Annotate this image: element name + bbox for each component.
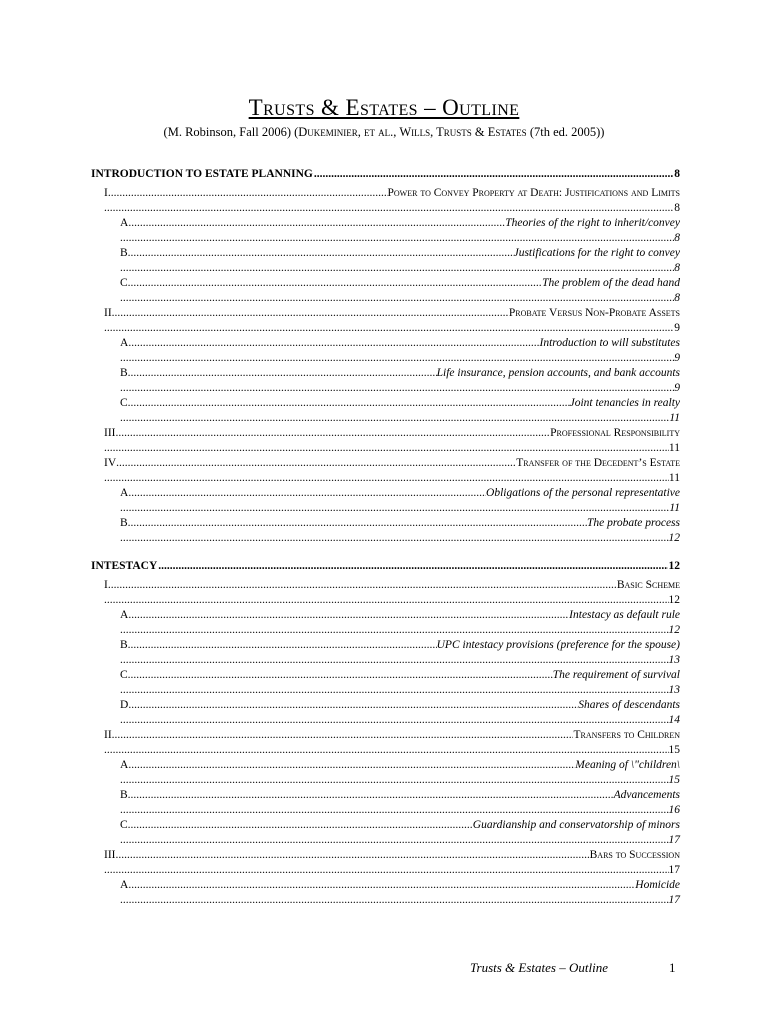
section-heading-text: INTRODUCTION TO ESTATE PLANNING	[91, 168, 313, 180]
toc-entry-level2[interactable]	[120, 246, 680, 276]
dot-leader	[112, 306, 509, 321]
dot-leader	[128, 878, 635, 893]
entry-page-number: 9	[674, 322, 680, 334]
toc-entry-title-line	[120, 486, 680, 501]
entry-number: B	[120, 639, 128, 651]
toc-entry-level2[interactable]	[120, 216, 680, 246]
entry-number: A	[120, 217, 129, 229]
entry-title: Introduction to will substitutes	[539, 337, 680, 349]
entry-title: The probate process	[586, 517, 680, 529]
toc-entry-page-line	[120, 231, 680, 246]
dot-leader	[104, 441, 669, 456]
entry-page-number: 8	[674, 202, 680, 214]
dot-leader	[128, 216, 505, 231]
toc-entry-title-line	[104, 848, 680, 863]
toc-entry-level2[interactable]	[120, 366, 680, 396]
entry-page-number: 11	[669, 502, 680, 514]
dot-leader	[128, 246, 514, 261]
dot-leader	[108, 578, 617, 593]
subtitle-source: Dukeminier, et al., Wills, Trusts & Estates	[298, 125, 527, 139]
entry-number: A	[120, 879, 129, 891]
entry-page-number: 9	[674, 382, 680, 394]
toc-entry-level1[interactable]	[104, 186, 680, 216]
entry-title: The requirement of survival	[552, 669, 680, 681]
toc-entry-page-line	[120, 623, 680, 638]
toc-entry-page-line	[120, 803, 680, 818]
toc-entry-title-line	[120, 638, 680, 653]
entry-title: Justifications for the right to convey	[513, 247, 680, 259]
dot-leader	[120, 411, 669, 426]
toc-entry-page-line	[120, 773, 680, 788]
entry-number: A	[120, 337, 129, 349]
toc-entry-level2[interactable]	[120, 818, 680, 848]
entry-number: I	[104, 187, 108, 199]
entry-number: B	[120, 247, 128, 259]
dot-leader	[120, 501, 669, 516]
toc-entry-title-line	[120, 668, 680, 683]
toc-entry-title-line	[104, 728, 680, 743]
entry-title: Obligations of the personal representative	[486, 487, 680, 499]
dot-leader	[128, 366, 437, 381]
entry-title: Life insurance, pension accounts, and bank accounts	[436, 367, 680, 379]
toc-entry-title-line	[120, 246, 680, 261]
entry-title: Meaning of \"children\	[575, 759, 680, 771]
entry-page-number: 17	[668, 864, 680, 876]
dot-leader	[120, 893, 669, 908]
entry-number: D	[120, 699, 129, 711]
toc-entry-title-line	[120, 336, 680, 351]
toc-entry-title-line	[104, 426, 680, 441]
entry-title: Guardianship and conservatorship of minors	[472, 819, 680, 831]
entry-title: Probate Versus Non-Probate Assets	[508, 307, 680, 319]
entry-page-number: 11	[668, 472, 680, 484]
dot-leader	[128, 668, 553, 683]
toc-entry-level1[interactable]	[104, 456, 680, 486]
toc-entry-page-line	[104, 201, 680, 216]
entry-page-number: 16	[668, 804, 680, 816]
toc-entry-level1[interactable]	[104, 848, 680, 878]
toc-entry-title-line	[120, 788, 680, 803]
dot-leader	[128, 758, 575, 773]
dot-leader	[120, 653, 669, 668]
toc-entry-level2[interactable]	[120, 638, 680, 668]
toc-entry-page-line	[104, 863, 680, 878]
entry-page-number: 12	[668, 532, 680, 544]
dot-leader	[120, 531, 669, 546]
toc-entry-page-line	[104, 441, 680, 456]
toc-entry-page-line	[120, 653, 680, 668]
toc-entry-title-line	[120, 216, 680, 231]
dot-leader	[104, 201, 674, 216]
toc-entry-title-line	[104, 456, 680, 471]
dot-leader	[128, 396, 570, 411]
toc-entry-level2[interactable]	[120, 698, 680, 728]
dot-leader	[104, 471, 669, 486]
entry-page-number: 8	[674, 262, 680, 274]
entry-number: B	[120, 517, 128, 529]
toc-entry-level2[interactable]	[120, 276, 680, 306]
toc-entry-page-line	[104, 321, 680, 336]
entry-number: IV	[104, 457, 117, 469]
section-page-number: 12	[668, 560, 680, 572]
toc-entry-title-line	[120, 366, 680, 381]
entry-number: B	[120, 367, 128, 379]
entry-page-number: 12	[668, 624, 680, 636]
dot-leader	[104, 863, 669, 878]
toc-entry-level2[interactable]	[120, 486, 680, 516]
entry-number: C	[120, 277, 128, 289]
entry-page-number: 12	[668, 594, 680, 606]
toc-entry-page-line	[120, 683, 680, 698]
dot-leader	[128, 276, 542, 291]
toc-entry-level2[interactable]	[120, 516, 680, 546]
toc-entry-title-line	[104, 306, 680, 321]
toc-entry-title-line	[120, 608, 680, 623]
entry-number: III	[104, 849, 116, 861]
toc-entry-title-line	[120, 758, 680, 773]
footer-label: Trusts & Estates – Outline	[470, 960, 608, 975]
entry-page-number: 9	[674, 352, 680, 364]
toc-entry-page-line	[120, 351, 680, 366]
toc-entry-level2[interactable]	[120, 878, 680, 908]
dot-leader	[128, 608, 569, 623]
toc-entry-title-line	[120, 818, 680, 833]
toc-entry-page-line	[104, 743, 680, 758]
section-heading-text: INTESTACY	[91, 560, 158, 572]
dot-leader	[128, 638, 437, 653]
toc-entry-title-line	[120, 878, 680, 893]
entry-title: Theories of the right to inherit/convey	[505, 217, 680, 229]
entry-number: C	[120, 669, 128, 681]
toc-entry-title-line	[120, 396, 680, 411]
toc-entry-level1[interactable]	[104, 426, 680, 456]
entry-page-number: 13	[668, 684, 680, 696]
table-of-contents	[91, 160, 680, 908]
entry-page-number: 15	[668, 744, 680, 756]
entry-number: C	[120, 819, 128, 831]
entry-number: A	[120, 487, 129, 499]
document-title: Trusts & Estates – Outline	[248, 95, 520, 120]
dot-leader	[128, 818, 473, 833]
toc-entry-page-line	[120, 893, 680, 908]
toc-entry-level1[interactable]	[104, 578, 680, 608]
entry-number: A	[120, 759, 129, 771]
dot-leader	[120, 683, 669, 698]
entry-page-number: 15	[668, 774, 680, 786]
dot-leader	[120, 773, 669, 788]
toc-entry-page-line	[120, 381, 680, 396]
dot-leader	[116, 426, 551, 441]
toc-entry-level1[interactable]	[104, 306, 680, 336]
toc-entry-page-line	[120, 411, 680, 426]
entry-page-number: 17	[668, 894, 680, 906]
toc-entry-level1[interactable]	[104, 728, 680, 758]
dot-leader	[116, 848, 590, 863]
entry-title: Homicide	[635, 879, 680, 891]
dot-leader	[116, 456, 516, 471]
entry-number: I	[104, 579, 108, 591]
document-subtitle	[0, 124, 768, 140]
toc-entry-level2[interactable]	[120, 396, 680, 426]
toc-entry-title-line	[104, 186, 680, 201]
toc-entry-title-line	[104, 578, 680, 593]
entry-title: Transfer of the Decedent’s Estate	[516, 457, 680, 469]
entry-title: Shares of descendants	[578, 699, 680, 711]
entry-page-number: 11	[669, 412, 680, 424]
toc-entry-page-line	[120, 261, 680, 276]
toc-entry-title-line	[120, 698, 680, 713]
toc-entry-page-line	[120, 291, 680, 306]
toc-entry-level2[interactable]	[120, 758, 680, 788]
dot-leader	[120, 231, 674, 246]
section-page-number: 8	[674, 168, 680, 180]
entry-title: Joint tenancies in realty	[569, 397, 680, 409]
toc-entry-page-line	[120, 713, 680, 728]
entry-number: C	[120, 397, 128, 409]
entry-page-number: 13	[668, 654, 680, 666]
dot-leader	[128, 698, 578, 713]
dot-leader	[128, 788, 614, 803]
toc-entry-page-line	[120, 833, 680, 848]
dot-leader	[128, 336, 539, 351]
dot-leader	[120, 291, 674, 306]
entry-title: UPC intestacy provisions (preference for the spouse)	[436, 639, 680, 651]
entry-title: The problem of the dead hand	[542, 277, 680, 289]
footer-page-number: 1	[669, 960, 676, 975]
dot-leader	[104, 743, 669, 758]
entry-title: Basic Scheme	[616, 579, 680, 591]
dot-leader	[128, 486, 486, 501]
dot-leader	[128, 516, 587, 531]
entry-page-number: 14	[668, 714, 680, 726]
toc-entry-level2[interactable]	[120, 608, 680, 638]
entry-number: II	[104, 307, 112, 319]
dot-leader	[120, 381, 674, 396]
dot-leader	[112, 728, 574, 743]
dot-leader	[158, 554, 667, 578]
entry-number: II	[104, 729, 112, 741]
toc-entry-page-line	[104, 593, 680, 608]
entry-number: B	[120, 789, 128, 801]
toc-entry-title-line	[120, 276, 680, 291]
dot-leader	[120, 261, 674, 276]
subtitle-edition: (7th ed. 2005))	[526, 125, 605, 139]
subtitle-author: (M. Robinson, Fall 2006) (	[163, 125, 299, 139]
entry-title: Power to Convey Property at Death: Justifications and Limits	[387, 187, 680, 199]
dot-leader	[120, 713, 669, 728]
toc-entry-page-line	[120, 501, 680, 516]
toc-entry-page-line	[104, 471, 680, 486]
entry-page-number: 11	[668, 442, 680, 454]
dot-leader	[120, 803, 669, 818]
entry-title: Professional Responsibility	[550, 427, 680, 439]
entry-page-number: 8	[674, 292, 680, 304]
toc-entry-level2[interactable]	[120, 336, 680, 366]
dot-leader	[104, 593, 669, 608]
dot-leader	[120, 623, 669, 638]
dot-leader	[314, 162, 673, 186]
entry-title: Advancements	[613, 789, 680, 801]
toc-section-heading[interactable]	[91, 162, 680, 186]
entry-number: III	[104, 427, 116, 439]
entry-title: Intestacy as default rule	[569, 609, 680, 621]
dot-leader	[104, 321, 674, 336]
dot-leader	[120, 351, 674, 366]
toc-section-heading[interactable]	[91, 554, 680, 578]
toc-entry-title-line	[120, 516, 680, 531]
toc-entry-level2[interactable]	[120, 788, 680, 818]
dot-leader	[120, 833, 669, 848]
toc-entry-page-line	[120, 531, 680, 546]
entry-title: Bars to Succession	[589, 849, 680, 861]
entry-number: A	[120, 609, 129, 621]
entry-page-number: 17	[668, 834, 680, 846]
toc-entry-level2[interactable]	[120, 668, 680, 698]
entry-page-number: 8	[674, 232, 680, 244]
dot-leader	[108, 186, 388, 201]
entry-title: Transfers to Children	[573, 729, 680, 741]
